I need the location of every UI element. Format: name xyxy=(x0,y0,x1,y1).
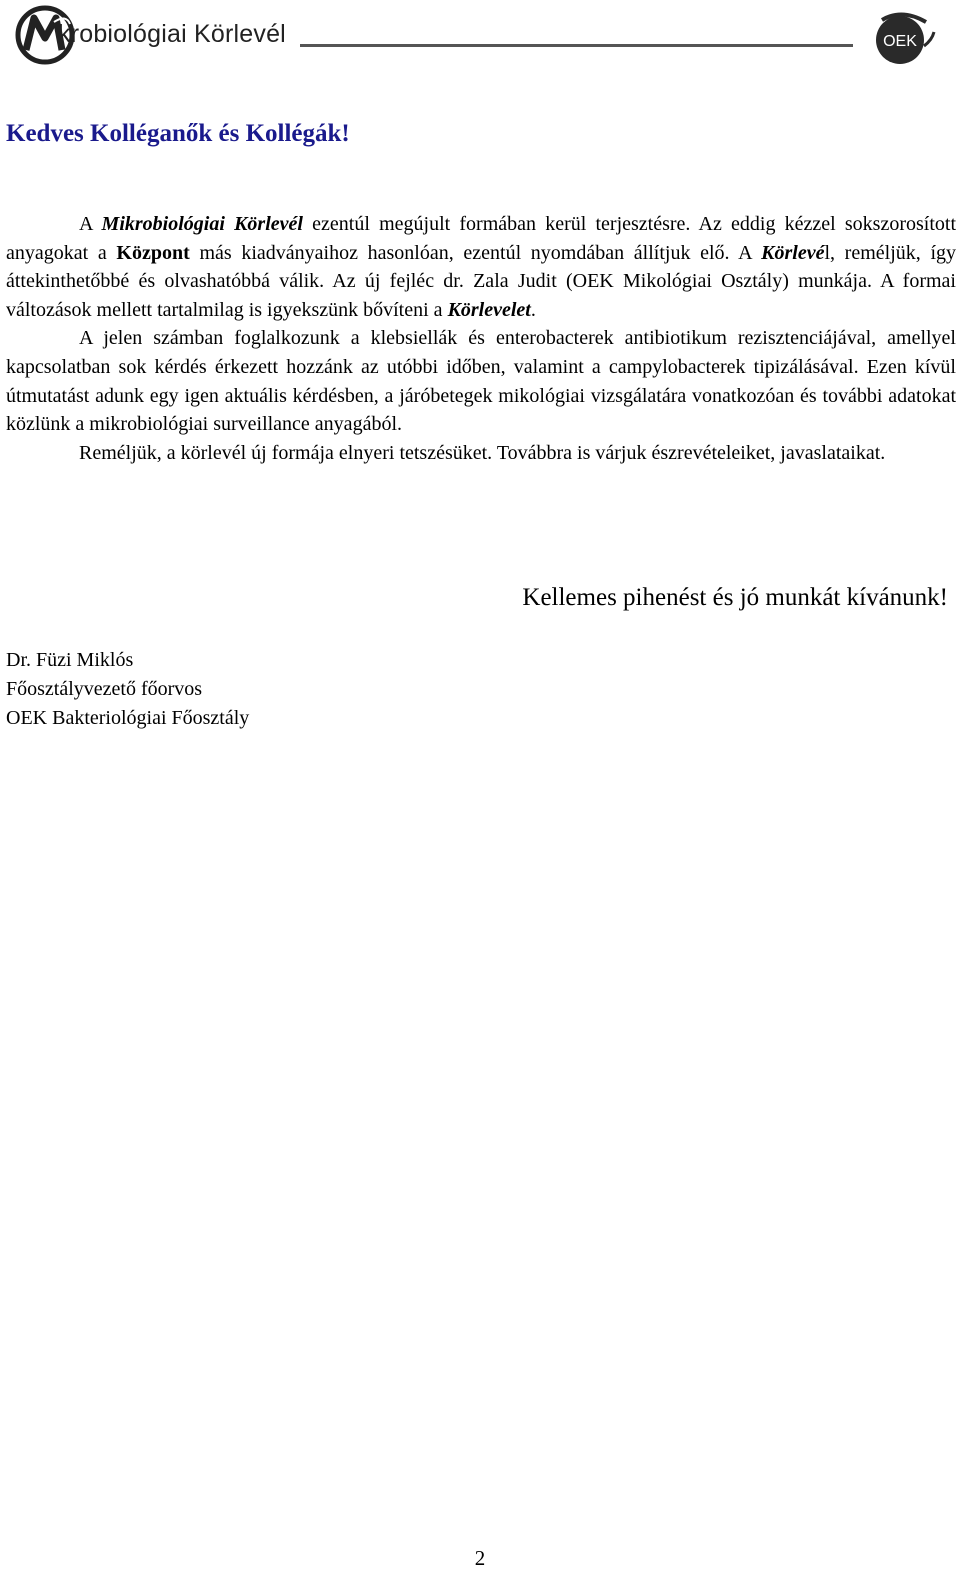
text-span: A xyxy=(79,213,102,235)
letter-body xyxy=(6,210,956,467)
kozpont-emphasis: Központ xyxy=(116,241,190,264)
oek-logo-text: OEK xyxy=(883,33,917,50)
newsletter-title-emphasis: Mikrobiológiai Körlevél xyxy=(101,213,303,235)
signature-name: Dr. Füzi Miklós xyxy=(6,649,134,671)
logo-text: krobiológiai Körlevél xyxy=(58,20,286,48)
signature-block xyxy=(6,646,249,733)
oek-logo-icon xyxy=(868,10,936,66)
closing-wish: Kellemes pihenést és jó munkát kívánunk! xyxy=(522,584,948,611)
text-span: . xyxy=(530,298,536,321)
signature-department: OEK Bakteriológiai Főosztály xyxy=(6,707,250,729)
header-rule xyxy=(300,44,853,47)
korlevel-emphasis: Körlevé xyxy=(761,241,825,264)
korlevelet-emphasis: Körlevelet xyxy=(447,298,531,321)
text-span: ezentúl megújult formában kerül terjesztésre. Az eddig kézzel sokszorosított anyagokat a xyxy=(6,213,957,264)
signature-title: Főosztályvezető főorvos xyxy=(6,678,203,700)
greeting-heading: Kedves Kolléganők és Kollégák! xyxy=(6,120,350,147)
page-number: 2 xyxy=(474,1546,486,1570)
paragraph-intro xyxy=(6,210,956,324)
text-span: más kiadványaihoz hasonlóan, ezentúl nyomdában állítjuk elő. A xyxy=(189,241,762,264)
paragraph-contents: A jelen számban foglalkozunk a klebsiellák és enterobacterek antibiotikum rezisztenciájával, amellyel kapcsolatban sok kérdés érkezett hozzánk az utóbbi időben, valamint a campylobacterek tipizálásával. Ezen kívül útmutatást adunk egy igen aktuális kérdésben, a járóbetegek mikológiai vizsgálatára vonatkozóan és további adatokat közlünk a mikrobiológiai surveillance anyagából. xyxy=(6,327,956,436)
page-header xyxy=(0,0,960,70)
paragraph-feedback: Reméljük, a körlevél új formája elnyeri tetszésüket. Továbbra is várjuk észrevételeiket, javaslataikat. xyxy=(79,441,886,464)
text-span: l, reméljük, így áttekinthetőbbé és olvashatóbbá válik. Az új fejléc dr. Zala Judit (OEK Mikológiai Osztály) munkája. A formai változások mellett tartalmilag is igyekszünk bővíteni a xyxy=(6,241,956,321)
